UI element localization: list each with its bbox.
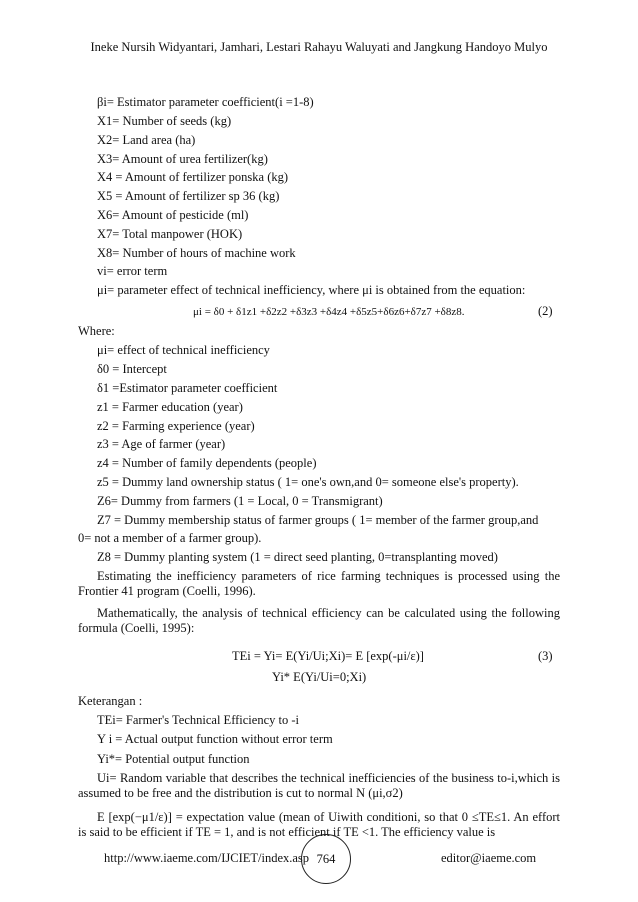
def-z4: z4 = Number of family dependents (people) [97,456,317,470]
def-z5: z5 = Dummy land ownership status ( 1= one's own,and 0= someone else's property). [97,475,519,489]
footer-email[interactable]: editor@iaeme.com [441,851,537,865]
def-x2: X2= Land area (ha) [97,133,196,147]
def-yi: Y i = Actual output function without error term [97,732,333,746]
def-yi-star: Yi*= Potential output function [97,752,250,766]
footer-url[interactable]: http://www.iaeme.com/IJCIET/index.asp [104,851,310,865]
def-x5: X5 = Amount of fertilizer sp 36 (kg) [97,189,280,203]
def-z1: z1 = Farmer education (year) [97,400,243,414]
def-x4: X4 = Amount of fertilizer ponska (kg) [97,170,289,184]
def-x6: X6= Amount of pesticide (ml) [97,208,249,222]
def-delta0: δ0 = Intercept [97,362,167,376]
paragraph-ui: Ui= Random variable that describes the technical inefficiencies of the business to-i,which is assumed to be free and the distribution is cut to normal N (μi,σ2) [78,771,560,800]
equation-3-number: (3) [538,649,553,663]
equation-3-line1: TEi = Yi= E(Yi/Ui;Xi)= E [exp(-μi/ε)] [232,649,424,663]
def-x1: X1= Number of seeds (kg) [97,114,232,128]
def-vi: vi= error term [97,264,168,278]
equation-2-number: (2) [538,304,553,318]
equation-2: μi = δ0 + δ1z1 +δ2z2 +δ3z3 +δ4z4 +δ5z5+δ6z6+δ7z7 +δ8z8. [193,306,465,318]
paragraph-expectation: E [exp(−μ1/ε)] = expectation value (mean of Uiwith conditioni, so that 0 ≤TE≤1. An effort is said to be efficient if TE = 1, and is not efficient if TE <1. The efficiency value is [78,810,560,839]
def-z2: z2 = Farming experience (year) [97,419,255,433]
def-z7-line1: Z7 = Dummy membership status of farmer groups ( 1= member of the farmer group,and [97,513,539,527]
where-label: Where: [78,324,115,338]
def-z3: z3 = Age of farmer (year) [97,437,226,451]
def-x7: X7= Total manpower (HOK) [97,227,243,241]
def-x8: X8= Number of hours of machine work [97,246,296,260]
def-z6: Z6= Dummy from farmers (1 = Local, 0 = Transmigrant) [97,494,383,508]
def-mu-effect: μi= effect of technical inefficiency [97,343,270,357]
def-delta1: δ1 =Estimator parameter coefficient [97,381,278,395]
def-z7-line2: 0= not a member of a farmer group). [78,531,262,545]
equation-3-line2: Yi* E(Yi/Ui=0;Xi) [272,670,367,684]
def-mu: μi= parameter effect of technical inefficiency, where μi is obtained from the equation: [97,283,526,297]
def-tei: TEi= Farmer's Technical Efficiency to -i [97,713,299,727]
keterangan-label: Keterangan : [78,694,143,708]
paragraph-frontier: Estimating the inefficiency parameters of rice farming techniques is processed using the Frontier 41 program (Coelli, 1996). [78,569,560,598]
page-number-circle: 764 [301,834,351,884]
def-x3: X3= Amount of urea fertilizer(kg) [97,152,268,166]
paragraph-math: Mathematically, the analysis of technical efficiency can be calculated using the following formula (Coelli, 1995): [78,606,560,635]
running-header: Ineke Nursih Widyantari, Jamhari, Lestari Rahayu Waluyati and Jangkung Handoyo Mulyo [90,40,548,54]
def-beta: βi= Estimator parameter coefficient(i =1-8) [97,95,314,109]
def-z8: Z8 = Dummy planting system (1 = direct seed planting, 0=transplanting moved) [97,550,498,564]
